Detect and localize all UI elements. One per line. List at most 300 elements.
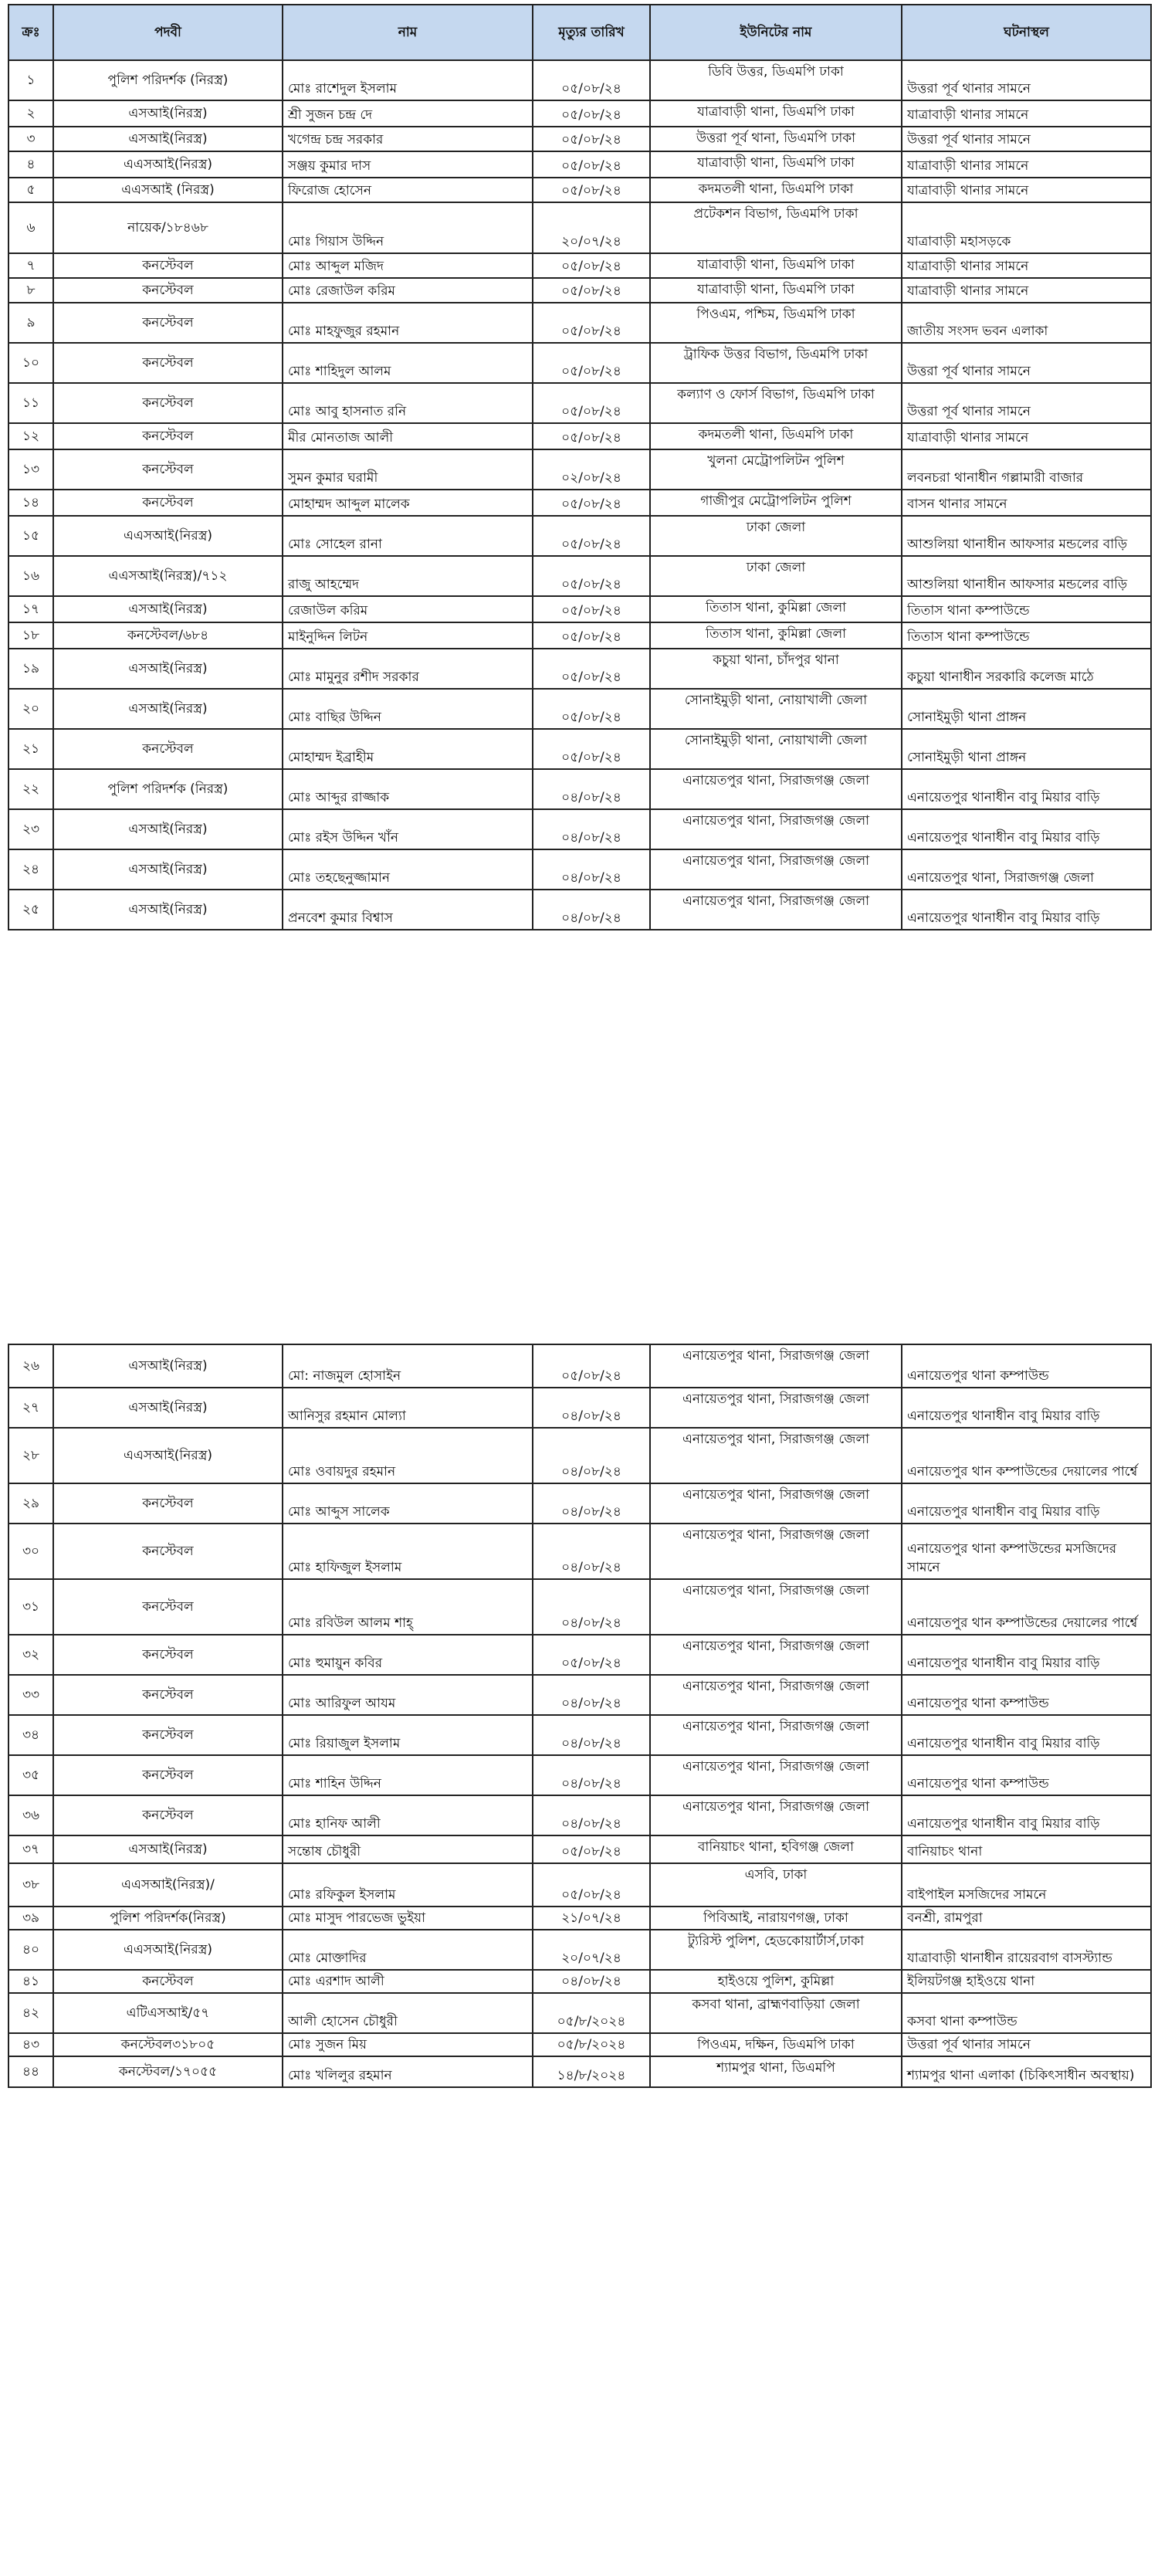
- table-row: [8, 1835, 1151, 1863]
- unit-cell: তিতাস থানা, কুমিল্লা জেলা: [650, 596, 902, 622]
- death-date-cell: ০৫/০৮/২৪: [533, 1344, 650, 1388]
- unit-cell: কসবা থানা, ব্রাহ্মণবাড়িয়া জেলা: [650, 1993, 902, 2033]
- unit-cell: এসবি, ঢাকা: [650, 1863, 902, 1907]
- name-cell: মোঃ মামুনুর রশীদ সরকার: [283, 649, 533, 689]
- table-row: [8, 689, 1151, 729]
- table-row: [8, 1755, 1151, 1795]
- table-row: [8, 1795, 1151, 1835]
- serial-cell: ৩৫: [8, 1755, 53, 1795]
- name-cell: মোঃ সোহেল রানা: [283, 516, 533, 556]
- serial-cell: ৩৪: [8, 1715, 53, 1755]
- serial-cell: ১৮: [8, 622, 53, 649]
- unit-cell: এনায়েতপুর থানা, সিরাজগঞ্জ জেলা: [650, 1388, 902, 1428]
- name-cell: মোঃ তহছেনুজ্জামান: [283, 849, 533, 890]
- rank-cell: কনস্টেবল: [53, 1715, 283, 1755]
- unit-cell: এনায়েতপুর থানা, সিরাজগঞ্জ জেলা: [650, 769, 902, 809]
- unit-cell: এনায়েতপুর থানা, সিরাজগঞ্জ জেলা: [650, 1428, 902, 1483]
- serial-cell: ৪০: [8, 1930, 53, 1970]
- table-row: [8, 1993, 1151, 2033]
- unit-cell: যাত্রাবাড়ী থানা, ডিএমপি ঢাকা: [650, 100, 902, 127]
- incident-place-cell: এনায়েতপুর থানাধীন বাবু মিয়ার বাড়ি: [902, 1388, 1151, 1428]
- incident-place-cell: উত্তরা পূর্ব থানার সামনে: [902, 60, 1151, 100]
- table-row: [8, 1483, 1151, 1524]
- death-date-cell: ০৫/০৮/২৪: [533, 343, 650, 383]
- death-date-cell: ০৪/০৮/২৪: [533, 890, 650, 930]
- rank-cell: কনস্টেবল: [53, 729, 283, 769]
- incident-place-cell: এনায়েতপুর থান কম্পাউন্ডের দেয়ালের পার্শ্বে: [902, 1579, 1151, 1635]
- name-cell: প্রনবেশ কুমার বিশ্বাস: [283, 890, 533, 930]
- serial-cell: ২০: [8, 689, 53, 729]
- serial-cell: ১৭: [8, 596, 53, 622]
- table-row: [8, 202, 1151, 253]
- unit-cell: উত্তরা পূর্ব থানা, ডিএমপি ঢাকা: [650, 127, 902, 151]
- incident-place-cell: যাত্রাবাড়ী মহাসড়কে: [902, 202, 1151, 253]
- death-date-cell: ১৪/৮/২০২৪: [533, 2056, 650, 2087]
- rank-cell: এসআই(নিরস্ত্র): [53, 809, 283, 849]
- incident-place-cell: আশুলিয়া থানাধীন আফসার মন্ডলের বাড়ি: [902, 516, 1151, 556]
- death-date-cell: ০৫/০৮/২৪: [533, 100, 650, 127]
- name-cell: মোঃ সুজন মিয়: [283, 2033, 533, 2056]
- name-cell: মোঃ হানিফ আলী: [283, 1795, 533, 1835]
- incident-place-cell: উত্তরা পূর্ব থানার সামনে: [902, 127, 1151, 151]
- name-cell: রেজাউল করিম: [283, 596, 533, 622]
- name-cell: সুমন কুমার ঘরামী: [283, 449, 533, 490]
- table-row: [8, 729, 1151, 769]
- rank-cell: কনস্টেবল: [53, 1795, 283, 1835]
- death-date-cell: ০৫/০৮/২৪: [533, 596, 650, 622]
- rank-cell: এসআই(নিরস্ত্র): [53, 649, 283, 689]
- serial-cell: ৩: [8, 127, 53, 151]
- name-cell: মোঃ রবিউল আলম শাহ্: [283, 1579, 533, 1635]
- name-cell: রাজু আহম্মেদ: [283, 556, 533, 596]
- rank-cell: পুলিশ পরিদর্শক(নিরস্ত্র): [53, 1907, 283, 1930]
- header-unit: ইউনিটের নাম: [650, 5, 902, 60]
- death-date-cell: ০৫/০৮/২৪: [533, 151, 650, 178]
- rank-cell: কনস্টেবল: [53, 1755, 283, 1795]
- table-row: [8, 1388, 1151, 1428]
- rank-cell: পুলিশ পরিদর্শক (নিরস্ত্র): [53, 769, 283, 809]
- name-cell: মো: নাজমুল হোসাইন: [283, 1344, 533, 1388]
- name-cell: মোঃ শাহিন উদ্দিন: [283, 1755, 533, 1795]
- name-cell: মোঃ গিয়াস উদ্দিন: [283, 202, 533, 253]
- rank-cell: কনস্টেবল: [53, 343, 283, 383]
- unit-cell: এনায়েতপুর থানা, সিরাজগঞ্জ জেলা: [650, 1635, 902, 1675]
- death-date-cell: ০৪/০৮/২৪: [533, 769, 650, 809]
- serial-cell: ২৬: [8, 1344, 53, 1388]
- death-date-cell: ০৫/০৮/২৪: [533, 490, 650, 516]
- serial-cell: ২৭: [8, 1388, 53, 1428]
- table-row: [8, 490, 1151, 516]
- incident-place-cell: উত্তরা পূর্ব থানার সামনে: [902, 343, 1151, 383]
- incident-place-cell: সোনাইমুড়ী থানা প্রাঙ্গন: [902, 689, 1151, 729]
- unit-cell: এনায়েতপুর থানা, সিরাজগঞ্জ জেলা: [650, 1524, 902, 1579]
- death-date-cell: ০৫/০৮/২৪: [533, 60, 650, 100]
- name-cell: শ্রী সুজন চন্দ্র দে: [283, 100, 533, 127]
- death-date-cell: ০৪/০৮/২৪: [533, 1388, 650, 1428]
- name-cell: মোঃ শাহিদুল আলম: [283, 343, 533, 383]
- serial-cell: ৩৩: [8, 1675, 53, 1715]
- rank-cell: এএসআই(নিরস্ত্র): [53, 151, 283, 178]
- incident-place-cell: বানিয়াচং থানা: [902, 1835, 1151, 1863]
- name-cell: মোঃ হুমায়ুন কবির: [283, 1635, 533, 1675]
- unit-cell: এনায়েতপুর থানা, সিরাজগঞ্জ জেলা: [650, 1675, 902, 1715]
- death-date-cell: ০৫/০৮/২৪: [533, 127, 650, 151]
- serial-cell: ৪১: [8, 1970, 53, 1993]
- death-date-cell: ০৫/০৮/২৪: [533, 1863, 650, 1907]
- rank-cell: এএসআই(নিরস্ত্র)/: [53, 1863, 283, 1907]
- death-date-cell: ০৫/০৮/২৪: [533, 278, 650, 303]
- serial-cell: ১৪: [8, 490, 53, 516]
- serial-cell: ৮: [8, 278, 53, 303]
- name-cell: মোঃ রেজাউল করিম: [283, 278, 533, 303]
- incident-place-cell: এনায়েতপুর থান কম্পাউন্ডের দেয়ালের পার্শ্বে: [902, 1428, 1151, 1483]
- table-row: [8, 151, 1151, 178]
- incident-place-cell: কচুয়া থানাধীন সরকারি কলেজ মাঠে: [902, 649, 1151, 689]
- table-row: [8, 849, 1151, 890]
- incident-place-cell: এনায়েতপুর থানাধীন বাবু মিয়ার বাড়ি: [902, 1483, 1151, 1524]
- death-date-cell: ০৪/০৮/২৪: [533, 1795, 650, 1835]
- table-row: [8, 516, 1151, 556]
- unit-cell: এনায়েতপুর থানা, সিরাজগঞ্জ জেলা: [650, 1795, 902, 1835]
- serial-cell: ২৯: [8, 1483, 53, 1524]
- unit-cell: ট্যুরিস্ট পুলিশ, হেডকোয়ার্টার্স,ঢাকা: [650, 1930, 902, 1970]
- incident-place-cell: এনায়েতপুর থানাধীন বাবু মিয়ার বাড়ি: [902, 1715, 1151, 1755]
- incident-place-cell: বাসন থানার সামনে: [902, 490, 1151, 516]
- rank-cell: এএসআই (নিরস্ত্র): [53, 178, 283, 202]
- death-date-cell: ০৫/০৮/২৪: [533, 303, 650, 343]
- name-cell: মোঃ আব্দুস সালেক: [283, 1483, 533, 1524]
- death-date-cell: ০৫/০৮/২৪: [533, 516, 650, 556]
- name-cell: আলী হোসেন চৌধুরী: [283, 1993, 533, 2033]
- table-row: [8, 596, 1151, 622]
- table-row: [8, 2033, 1151, 2056]
- rank-cell: কনস্টেবল: [53, 449, 283, 490]
- rank-cell: কনস্টেবল: [53, 1483, 283, 1524]
- unit-cell: প্রটেকশন বিভাগ, ডিএমপি ঢাকা: [650, 202, 902, 253]
- table-row: [8, 178, 1151, 202]
- death-date-cell: ২০/০৭/২৪: [533, 202, 650, 253]
- rank-cell: কনস্টেবল: [53, 490, 283, 516]
- name-cell: আনিসুর রহমান মোল্যা: [283, 1388, 533, 1428]
- rank-cell: এএসআই(নিরস্ত্র): [53, 1930, 283, 1970]
- table-row: [8, 383, 1151, 423]
- serial-cell: ১৬: [8, 556, 53, 596]
- incident-place-cell: যাত্রাবাড়ী থানার সামনে: [902, 253, 1151, 278]
- unit-cell: সোনাইমুড়ী থানা, নোয়াখালী জেলা: [650, 729, 902, 769]
- unit-cell: যাত্রাবাড়ী থানা, ডিএমপি ঢাকা: [650, 151, 902, 178]
- unit-cell: পিওএম, দক্ষিন, ডিএমপি ঢাকা: [650, 2033, 902, 2056]
- table-row: [8, 1907, 1151, 1930]
- incident-place-cell: বনশ্রী, রামপুরা: [902, 1907, 1151, 1930]
- name-cell: মোঃ রাশেদুল ইসলাম: [283, 60, 533, 100]
- name-cell: সন্তোষ চৌধুরী: [283, 1835, 533, 1863]
- name-cell: মোঃ আব্দুর রাজ্জাক: [283, 769, 533, 809]
- table-row: [8, 100, 1151, 127]
- rank-cell: কনস্টেবল: [53, 1970, 283, 1993]
- serial-cell: ৪: [8, 151, 53, 178]
- incident-place-cell: এনায়েতপুর থানা কম্পাউন্ডের মসজিদের সামনে: [902, 1524, 1151, 1579]
- incident-place-cell: যাত্রাবাড়ী থানার সামনে: [902, 278, 1151, 303]
- incident-place-cell: কসবা থানা কম্পাউন্ড: [902, 1993, 1151, 2033]
- serial-cell: ১৩: [8, 449, 53, 490]
- unit-cell: এনায়েতপুর থানা, সিরাজগঞ্জ জেলা: [650, 890, 902, 930]
- casualty-table-part-1: [8, 4, 1152, 930]
- table-row: [8, 2056, 1151, 2087]
- unit-cell: কচুয়া থানা, চাঁদপুর থানা: [650, 649, 902, 689]
- name-cell: মাইনুদ্দিন লিটন: [283, 622, 533, 649]
- incident-place-cell: বাইপাইল মসজিদের সামনে: [902, 1863, 1151, 1907]
- table-row: [8, 1579, 1151, 1635]
- serial-cell: ৫: [8, 178, 53, 202]
- name-cell: মোহাম্মদ ইব্রাহীম: [283, 729, 533, 769]
- incident-place-cell: এনায়েতপুর থানাধীন বাবু মিয়ার বাড়ি: [902, 1795, 1151, 1835]
- serial-cell: ৩১: [8, 1579, 53, 1635]
- table-row: [8, 622, 1151, 649]
- incident-place-cell: উত্তরা পূর্ব থানার সামনে: [902, 2033, 1151, 2056]
- serial-cell: ৩৭: [8, 1835, 53, 1863]
- rank-cell: কনস্টেবল: [53, 1524, 283, 1579]
- rank-cell: কনস্টেবল: [53, 423, 283, 449]
- incident-place-cell: আশুলিয়া থানাধীন আফসার মন্ডলের বাড়ি: [902, 556, 1151, 596]
- incident-place-cell: এনায়েতপুর থানাধীন বাবু মিয়ার বাড়ি: [902, 890, 1151, 930]
- incident-place-cell: জাতীয় সংসদ ভবন এলাকা: [902, 303, 1151, 343]
- rank-cell: এসআই(নিরস্ত্র): [53, 127, 283, 151]
- incident-place-cell: যাত্রাবাড়ী থানাধীন রায়েরবাগ বাসস্ট্যান্ড: [902, 1930, 1151, 1970]
- rank-cell: এসআই(নিরস্ত্র): [53, 1344, 283, 1388]
- casualty-table-part-2: [8, 1344, 1152, 2088]
- death-date-cell: ০৪/০৮/২৪: [533, 1524, 650, 1579]
- serial-cell: ৩৯: [8, 1907, 53, 1930]
- serial-cell: ৩২: [8, 1635, 53, 1675]
- rank-cell: এসআই(নিরস্ত্র): [53, 1835, 283, 1863]
- unit-cell: তিতাস থানা, কুমিল্লা জেলা: [650, 622, 902, 649]
- table-row: [8, 449, 1151, 490]
- serial-cell: ২২: [8, 769, 53, 809]
- unit-cell: কদমতলী থানা, ডিএমপি ঢাকা: [650, 423, 902, 449]
- table-row: [8, 1970, 1151, 1993]
- unit-cell: বানিয়াচং থানা, হবিগঞ্জ জেলা: [650, 1835, 902, 1863]
- unit-cell: যাত্রাবাড়ী থানা, ডিএমপি ঢাকা: [650, 253, 902, 278]
- incident-place-cell: এনায়েতপুর থানা কম্পাউন্ড: [902, 1675, 1151, 1715]
- incident-place-cell: এনায়েতপুর থানা কম্পাউন্ড: [902, 1755, 1151, 1795]
- incident-place-cell: এনায়েতপুর থানাধীন বাবু মিয়ার বাড়ি: [902, 809, 1151, 849]
- unit-cell: এনায়েতপুর থানা, সিরাজগঞ্জ জেলা: [650, 809, 902, 849]
- serial-cell: ১৫: [8, 516, 53, 556]
- death-date-cell: ০৫/০৮/২৪: [533, 1635, 650, 1675]
- incident-place-cell: যাত্রাবাড়ী থানার সামনে: [902, 178, 1151, 202]
- unit-cell: পিওএম, পশ্চিম, ডিএমপি ঢাকা: [650, 303, 902, 343]
- death-date-cell: ০৪/০৮/২৪: [533, 849, 650, 890]
- death-date-cell: ০৪/০৮/২৪: [533, 1579, 650, 1635]
- death-date-cell: ০৫/০৮/২৪: [533, 622, 650, 649]
- serial-cell: ১০: [8, 343, 53, 383]
- death-date-cell: ০৪/০৮/২৪: [533, 1755, 650, 1795]
- incident-place-cell: লবনচরা থানাধীন গল্লামারী বাজার: [902, 449, 1151, 490]
- death-date-cell: ০৫/০৮/২৪: [533, 423, 650, 449]
- incident-place-cell: শ্যামপুর থানা এলাকা (চিকিৎসাধীন অবস্থায়): [902, 2056, 1151, 2087]
- unit-cell: এনায়েতপুর থানা, সিরাজগঞ্জ জেলা: [650, 1715, 902, 1755]
- header-name: নাম: [283, 5, 533, 60]
- unit-cell: এনায়েতপুর থানা, সিরাজগঞ্জ জেলা: [650, 1483, 902, 1524]
- serial-cell: ২৫: [8, 890, 53, 930]
- table-row: [8, 1675, 1151, 1715]
- death-date-cell: ০৫/০৮/২৪: [533, 1835, 650, 1863]
- name-cell: মোঃ রইস উদ্দিন খাঁন: [283, 809, 533, 849]
- serial-cell: ৩০: [8, 1524, 53, 1579]
- rank-cell: এএসআই(নিরস্ত্র): [53, 516, 283, 556]
- unit-cell: এনায়েতপুর থানা, সিরাজগঞ্জ জেলা: [650, 849, 902, 890]
- name-cell: মোঃ খলিলুর রহমান: [283, 2056, 533, 2087]
- header-incident-place: ঘটনাস্থল: [902, 5, 1151, 60]
- incident-place-cell: সোনাইমুড়ী থানা প্রাঙ্গন: [902, 729, 1151, 769]
- name-cell: খগেন্দ্র চন্দ্র সরকার: [283, 127, 533, 151]
- serial-cell: ৪৩: [8, 2033, 53, 2056]
- table-row: [8, 278, 1151, 303]
- rank-cell: নায়েক/১৮৪৬৮: [53, 202, 283, 253]
- table-row: [8, 890, 1151, 930]
- unit-cell: হাইওয়ে পুলিশ, কুমিল্লা: [650, 1970, 902, 1993]
- serial-cell: ১২: [8, 423, 53, 449]
- serial-cell: ৩৬: [8, 1795, 53, 1835]
- incident-place-cell: তিতাস থানা কম্পাউন্ডে: [902, 596, 1151, 622]
- death-date-cell: ০৫/৮/২০২৪: [533, 2033, 650, 2056]
- name-cell: মোঃ ওবায়দুর রহমান: [283, 1428, 533, 1483]
- name-cell: ফিরোজ হোসেন: [283, 178, 533, 202]
- header-serial: ক্রঃ: [8, 5, 53, 60]
- table-row: [8, 127, 1151, 151]
- rank-cell: কনস্টেবল: [53, 253, 283, 278]
- name-cell: মোঃ রিয়াজুল ইসলাম: [283, 1715, 533, 1755]
- name-cell: সঞ্জয় কুমার দাস: [283, 151, 533, 178]
- name-cell: মোঃ এরশাদ আলী: [283, 1970, 533, 1993]
- death-date-cell: ০৪/০৮/২৪: [533, 1483, 650, 1524]
- rank-cell: পুলিশ পরিদর্শক (নিরস্ত্র): [53, 60, 283, 100]
- name-cell: মোঃ মোক্তাদির: [283, 1930, 533, 1970]
- serial-cell: ৪৪: [8, 2056, 53, 2087]
- incident-place-cell: এনায়েতপুর থানা, সিরাজগঞ্জ জেলা: [902, 849, 1151, 890]
- incident-place-cell: যাত্রাবাড়ী থানার সামনে: [902, 100, 1151, 127]
- page-gap: [0, 1324, 1158, 1340]
- header-rank: পদবী: [53, 5, 283, 60]
- serial-cell: ১: [8, 60, 53, 100]
- death-date-cell: ০৫/০৮/২৪: [533, 178, 650, 202]
- unit-cell: ট্রাফিক উত্তর বিভাগ, ডিএমপি ঢাকা: [650, 343, 902, 383]
- unit-cell: কল্যাণ ও ফোর্স বিভাগ, ডিএমপি ঢাকা: [650, 383, 902, 423]
- table-row: [8, 1344, 1151, 1388]
- incident-place-cell: এনায়েতপুর থানা কম্পাউন্ড: [902, 1344, 1151, 1388]
- rank-cell: এসআই(নিরস্ত্র): [53, 890, 283, 930]
- death-date-cell: ০৪/০৮/২৪: [533, 1428, 650, 1483]
- serial-cell: ৪২: [8, 1993, 53, 2033]
- death-date-cell: ০৪/০৮/২৪: [533, 1675, 650, 1715]
- table-header-row: [8, 5, 1151, 60]
- incident-place-cell: এনায়েতপুর থানাধীন বাবু মিয়ার বাড়ি: [902, 769, 1151, 809]
- rank-cell: এএসআই(নিরস্ত্র)/৭১২: [53, 556, 283, 596]
- rank-cell: কনস্টেবল/৬৮৪: [53, 622, 283, 649]
- death-date-cell: ০৫/০৮/২৪: [533, 253, 650, 278]
- name-cell: মোঃ হাফিজুল ইসলাম: [283, 1524, 533, 1579]
- name-cell: মোঃ রফিকুল ইসলাম: [283, 1863, 533, 1907]
- table-row: [8, 556, 1151, 596]
- table-row: [8, 60, 1151, 100]
- serial-cell: ২৩: [8, 809, 53, 849]
- serial-cell: ১৯: [8, 649, 53, 689]
- serial-cell: ২৮: [8, 1428, 53, 1483]
- name-cell: মোঃ বাছির উদ্দিন: [283, 689, 533, 729]
- unit-cell: ঢাকা জেলা: [650, 516, 902, 556]
- unit-cell: গাজীপুর মেট্রোপলিটন পুলিশ: [650, 490, 902, 516]
- death-date-cell: ০৫/০৮/২৪: [533, 649, 650, 689]
- unit-cell: পিবিআই, নারায়ণগঞ্জ, ঢাকা: [650, 1907, 902, 1930]
- unit-cell: ডিবি উত্তর, ডিএমপি ঢাকা: [650, 60, 902, 100]
- table-row: [8, 1930, 1151, 1970]
- rank-cell: এটিএসআই/৫৭: [53, 1993, 283, 2033]
- death-date-cell: ০৫/০৮/২৪: [533, 729, 650, 769]
- rank-cell: কনস্টেবল: [53, 383, 283, 423]
- serial-cell: ৯: [8, 303, 53, 343]
- rank-cell: কনস্টেবল: [53, 1579, 283, 1635]
- name-cell: মোঃ মাহফুজুর রহমান: [283, 303, 533, 343]
- name-cell: মোঃ আরিফুল আযম: [283, 1675, 533, 1715]
- death-date-cell: ০৫/০৮/২৪: [533, 383, 650, 423]
- name-cell: মোঃ আবু হাসনাত রনি: [283, 383, 533, 423]
- rank-cell: কনস্টেবল: [53, 1675, 283, 1715]
- incident-place-cell: উত্তরা পূর্ব থানার সামনে: [902, 383, 1151, 423]
- table-row: [8, 253, 1151, 278]
- unit-cell: যাত্রাবাড়ী থানা, ডিএমপি ঢাকা: [650, 278, 902, 303]
- name-cell: মোঃ আব্দুল মজিদ: [283, 253, 533, 278]
- unit-cell: এনায়েতপুর থানা, সিরাজগঞ্জ জেলা: [650, 1755, 902, 1795]
- death-date-cell: ০৪/০৮/২৪: [533, 809, 650, 849]
- table-row: [8, 1715, 1151, 1755]
- serial-cell: ২১: [8, 729, 53, 769]
- incident-place-cell: যাত্রাবাড়ী থানার সামনে: [902, 151, 1151, 178]
- rank-cell: এসআই(নিরস্ত্র): [53, 849, 283, 890]
- table-row: [8, 649, 1151, 689]
- incident-place-cell: যাত্রাবাড়ী থানার সামনে: [902, 423, 1151, 449]
- unit-cell: খুলনা মেট্রোপলিটন পুলিশ: [650, 449, 902, 490]
- table-row: [8, 1863, 1151, 1907]
- name-cell: মোহাম্মদ আব্দুল মালেক: [283, 490, 533, 516]
- unit-cell: শ্যামপুর থানা, ডিএমপি: [650, 2056, 902, 2087]
- rank-cell: এসআই(নিরস্ত্র): [53, 1388, 283, 1428]
- unit-cell: ঢাকা জেলা: [650, 556, 902, 596]
- table-row: [8, 303, 1151, 343]
- unit-cell: এনায়েতপুর থানা, সিরাজগঞ্জ জেলা: [650, 1579, 902, 1635]
- table-row: [8, 343, 1151, 383]
- serial-cell: ১১: [8, 383, 53, 423]
- death-date-cell: ০৫/০৮/২৪: [533, 556, 650, 596]
- serial-cell: ৩৮: [8, 1863, 53, 1907]
- table-row: [8, 809, 1151, 849]
- name-cell: মোঃ মাসুদ পারভেজ ভুইয়া: [283, 1907, 533, 1930]
- unit-cell: এনায়েতপুর থানা, সিরাজগঞ্জ জেলা: [650, 1344, 902, 1388]
- death-date-cell: ০৪/০৮/২৪: [533, 1970, 650, 1993]
- death-date-cell: ২১/০৭/২৪: [533, 1907, 650, 1930]
- unit-cell: কদমতলী থানা, ডিএমপি ঢাকা: [650, 178, 902, 202]
- rank-cell: কনস্টেবল: [53, 278, 283, 303]
- rank-cell: এএসআই(নিরস্ত্র): [53, 1428, 283, 1483]
- serial-cell: ২: [8, 100, 53, 127]
- table-row: [8, 1524, 1151, 1579]
- incident-place-cell: তিতাস থানা কম্পাউন্ডে: [902, 622, 1151, 649]
- rank-cell: এসআই(নিরস্ত্র): [53, 596, 283, 622]
- death-date-cell: ২০/০৭/২৪: [533, 1930, 650, 1970]
- serial-cell: ৭: [8, 253, 53, 278]
- table-row: [8, 769, 1151, 809]
- rank-cell: এসআই(নিরস্ত্র): [53, 100, 283, 127]
- serial-cell: ৬: [8, 202, 53, 253]
